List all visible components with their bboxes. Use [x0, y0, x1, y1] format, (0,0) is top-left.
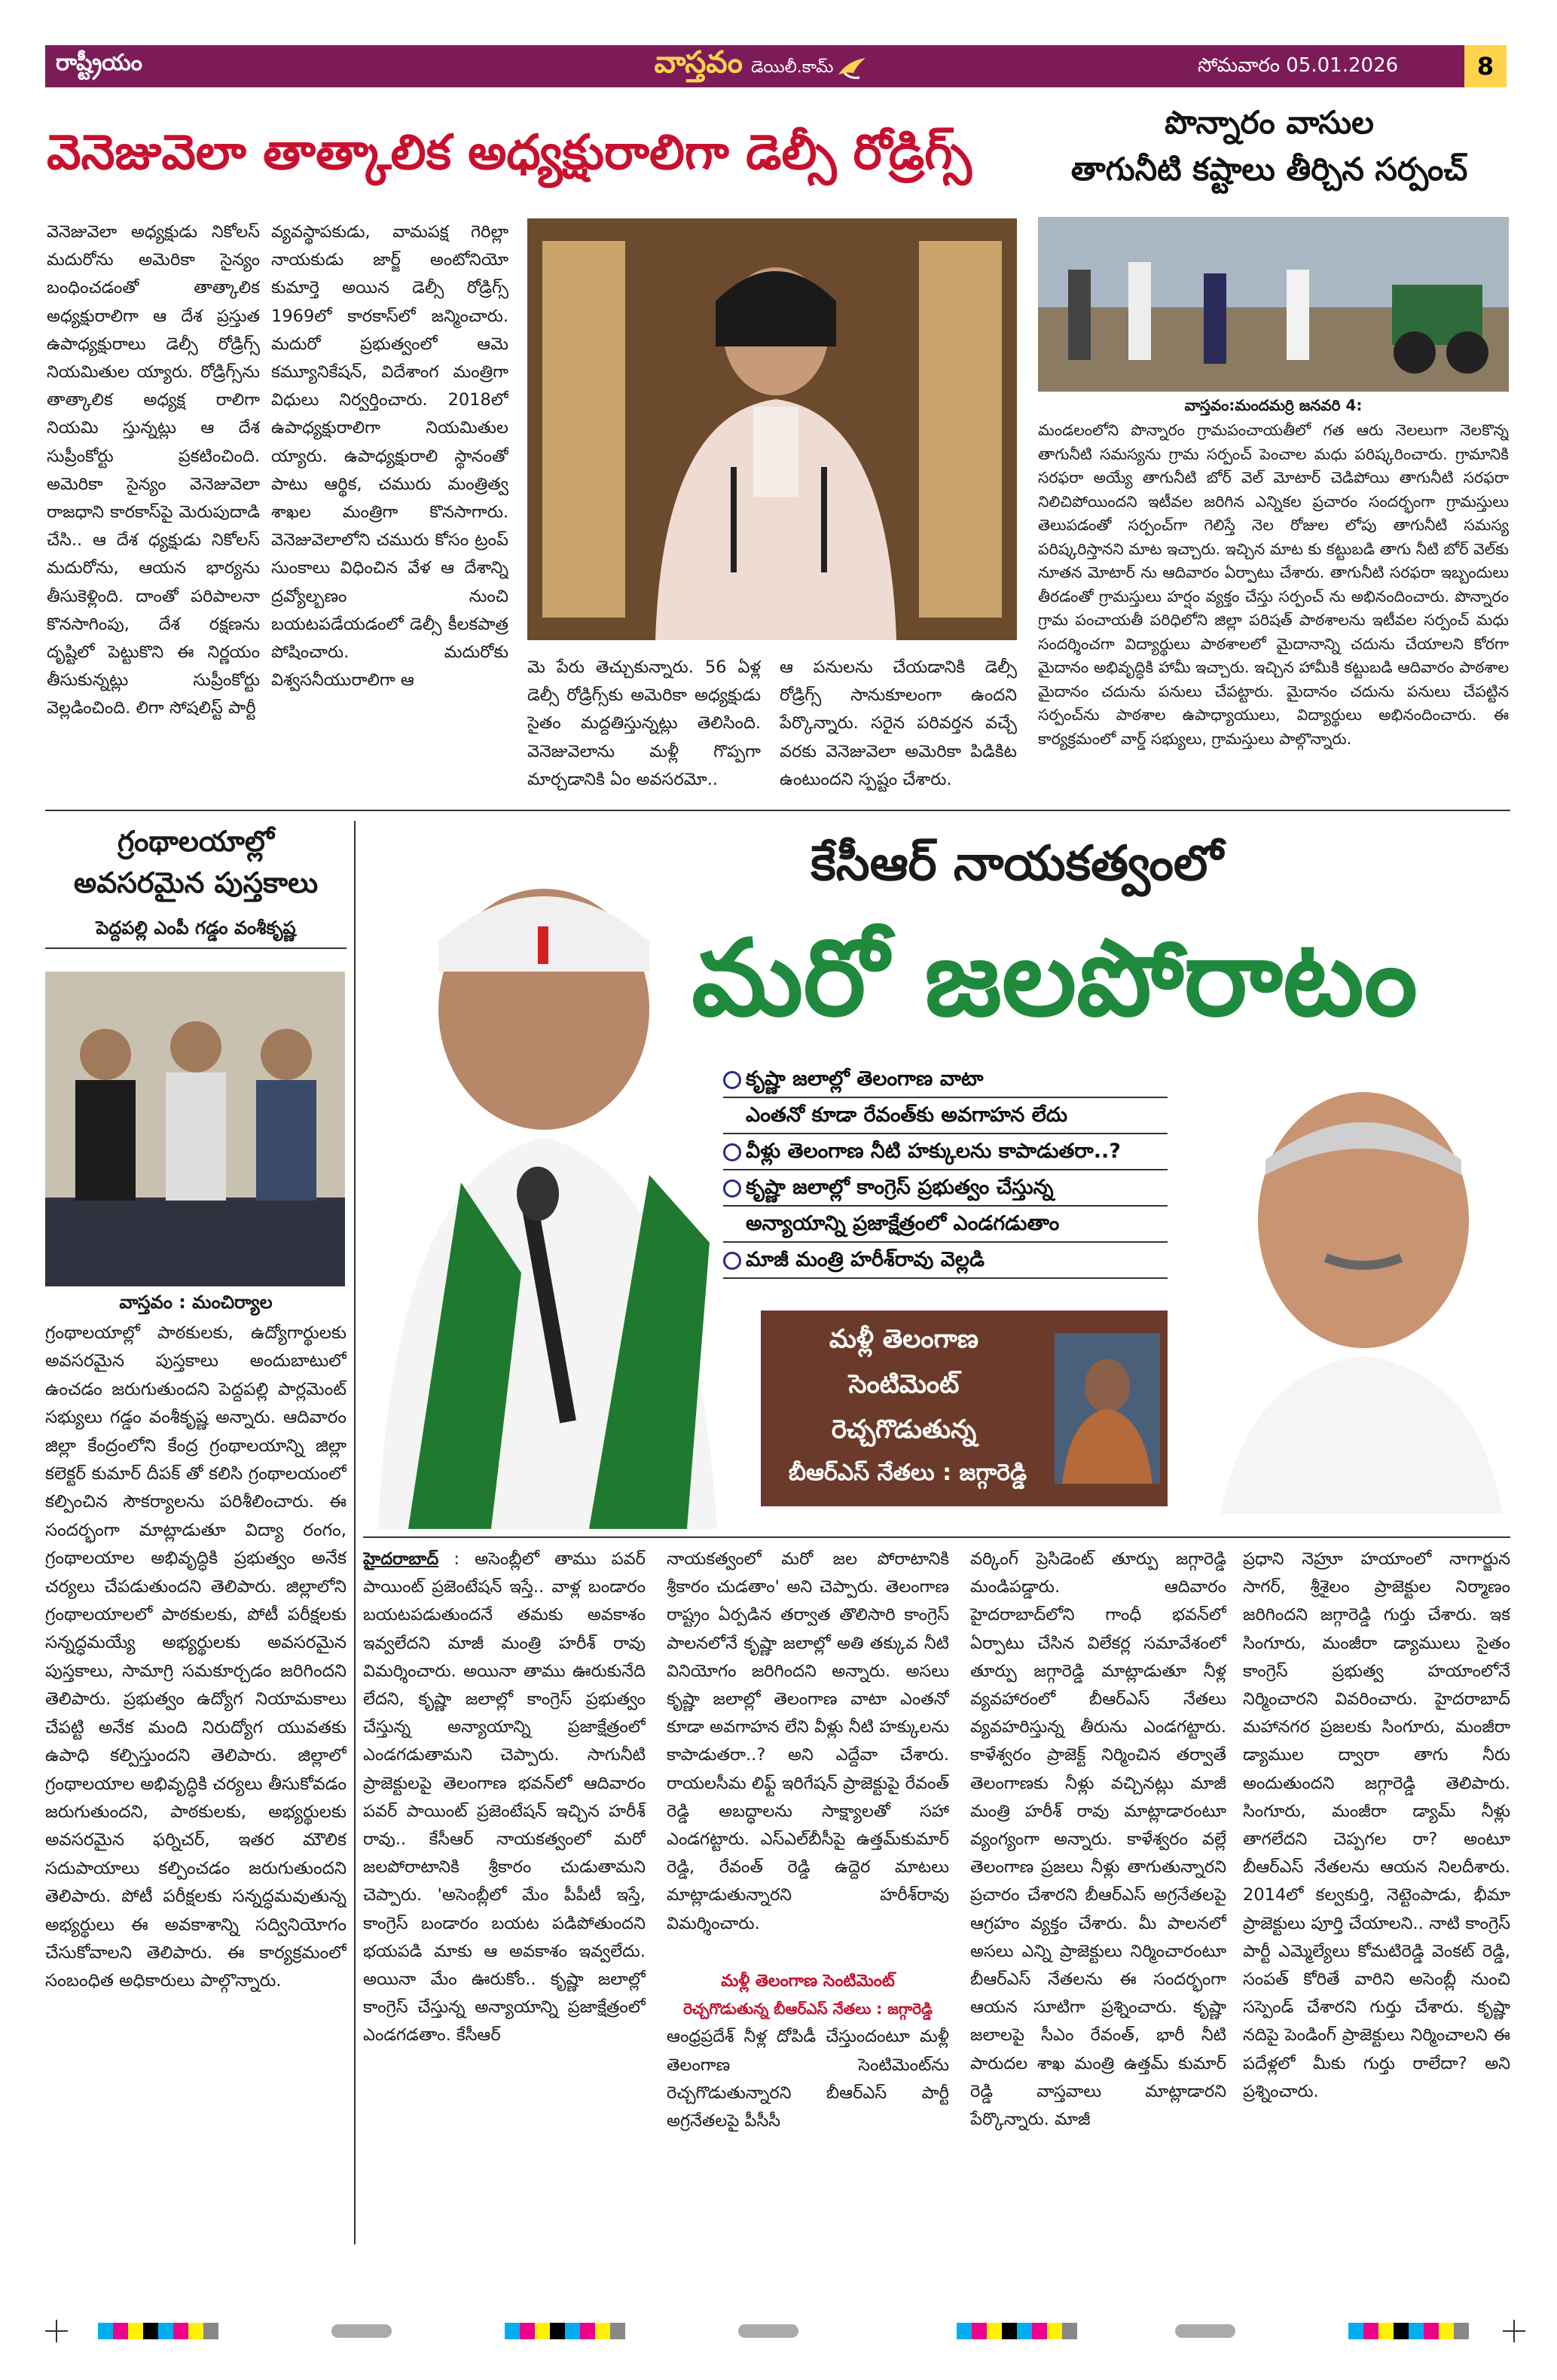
jaggareddy-box — [761, 1311, 1168, 1506]
bullet-1b-text: ఎంతనో కూడా రేవంత్‌కు అవగాహన లేదు — [746, 1103, 1068, 1127]
main-col-3: వర్కింగ్ ప్రెసిడెంట్ తూర్పు జగ్గారెడ్డి మండిపడ్డారు. ఆదివారం హైదరాబాద్‌లోని గాంధీ భవన్‌లో ఏర్పాటు చేసిన విలేకర్ల సమావేశంలో తూర్పు జగ్గారెడ్డి మాట్లాడుతూ నీళ్ల వ్యవహారంలో బీఆర్‌ఎస్ నేతలు వ్యవహరిస్తున్న తీరును ఎండగట్టారు. కాళేశ్వరం ప్రాజెక్ట్ నిర్మించిన తర్వాతే తెలంగాణకు నీళ్లు వచ్చినట్లు మాజీ మంత్రి హరీశ్ రావు మాట్లాడారంటూ వ్యంగ్యంగా అన్నారు. కాళేశ్వరం వల్లే తెలంగాణ ప్రజలు నీళ్లు తాగుతున్నారని ప్రచారం చేశారని బీఆర్‌ఎస్ అగ్రనేతలపై ఆగ్రహం వ్యక్తం చేశారు. మీ పాలనలో అసలు ఎన్ని ప్రాజెక్టులు నిర్మించారంటూ బీఆర్‌ఎస్ నేతలను ఈ సందర్భంగా ఆయన సూటిగా ప్రశ్నించారు. కృష్ణా జలాలపై సీఎం రేవంత్, భారీ నీటి పారుదల శాఖ మంత్రి ఉత్తమ్ కుమార్ రెడ్డి వాస్తవాలు మాట్లాడారని పేర్కొన్నారు. మాజీ — [970, 1549, 1226, 2130]
jaggareddy-photo — [1055, 1333, 1160, 1484]
library-headline-line1: గ్రంథాలయాల్లో — [117, 825, 275, 858]
side-photo-illustration — [1038, 217, 1509, 392]
bullet-2 — [723, 1134, 1168, 1170]
main-kicker: కేసీఆర్ నాయకత్వంలో — [811, 836, 1223, 892]
main-col-4: ప్రధాని నెహ్రూ హయాంలో నాగార్జున సాగర్, శ్రీశైలం ప్రాజెక్టుల నిర్మాణం జరిగిందని జగ్గారెడ్డి గుర్తు చేశారు. ఇక సింగూరు, మంజీరా డ్యాములు సైతం కాంగ్రెస్ ప్రభుత్వ హయాంలోనే నిర్మించారని వివరించారు. హైదరాబాద్ మహానగర ప్రజలకు సింగూరు, మంజీరా డ్యాముల ద్వారా తాగు నీరు అందుతుందని జగ్గారెడ్డి తెలిపారు. సింగూరు, మంజీరా డ్యామ్ నీళ్లు తాగలేదని చెప్పగల రా? అంటూ బీఆర్‌ఎస్ నేతలను ఆయన నిలదీశారు. 2014లో కల్వకుర్తి, నెట్టెంపాడు, భీమా ప్రాజెక్టులు పూర్తి చేయాలని.. నాటి కాంగ్రెస్ పార్టీ ఎమ్మెల్యేలు కోమటిరెడ్డి వెంకట్ రెడ్డి, సంపత్ కోరితే వారిని అసెంబ్లీ నుంచి సస్పెండ్ చేశారని గుర్తు చేశారు. కృష్ణా నదిపై పెండింగ్ ప్రాజెక్టులు నిర్మించాలని ఈ పదేళ్లలో మీకు గుర్తు రాలేదా? అని ప్రశ్నించారు. — [1243, 1549, 1510, 2101]
bullet-ring-icon — [723, 1252, 741, 1270]
masthead-sub: డెయిలీ.కామ్ — [751, 58, 834, 77]
bullet-ring-icon — [723, 1143, 741, 1161]
main-col-2-subhead-1: మళ్లీ తెలంగాణ సెంటిమెంట్ — [721, 1972, 895, 1991]
harish-photo-illustration — [1205, 1069, 1510, 1514]
main-col-1 — [363, 1545, 646, 2246]
lead-col-4: ఆ పనులను చేయడానికి డెల్సీ రోడ్రిగ్స్ సానుకూలంగా ఉందని పేర్కొన్నారు. సరైన పరివర్తన వచ్చే వరకు వెనెజువెలా అమెరికా పిడికిట ఉంటుందని స్పష్టం చేశారు. — [780, 658, 1017, 789]
lead-photo — [527, 218, 1017, 640]
box-line-2: సెంటిమెంట్ — [848, 1369, 960, 1399]
main-col-2-text: నాయకత్వంలో మరో జల పోరాటానికి శ్రీకారం చుడతాం' అని చెప్పారు. తెలంగాణ రాష్ట్రం ఏర్పడిన తర్వాత తొలిసారి కాంగ్రెస్ పాలనలోనే కృష్ణా జలాల్లో అతి తక్కువ నీటి వినియోగం జరిగిందని అన్నారు. అసలు కృష్ణా జలాల్లో తెలంగాణ వాటా ఎంతనో కూడా అవగాహన లేని వీళ్లు నీటి హక్కులను కాపాడుతరా..? అని ఎద్దేవా చేశారు. రాయలసీమ లిఫ్ట్ ఇరిగేషన్ ప్రాజెక్టుపై రేవంత్ రెడ్డి అబద్ధాలను సాక్ష్యాలతో సహా ఎండగట్టారు. ఎస్‌ఎల్‌బీసీపై ఉత్తమ్‌కుమార్ రెడ్డి, రేవంత్ రెడ్డి ఉద్దెర మాటలు మాట్లాడుతున్నారని హరీశ్‌రావు విమర్శించారు. — [667, 1549, 949, 1933]
column-divider — [354, 821, 356, 2244]
library-subhead: పెద్దపల్లి ఎంపీ గడ్డం వంశీకృష్ణ — [45, 917, 347, 949]
box-line-4: బీఆర్‌ఎస్ నేతలు : జగ్గారెడ్డి — [788, 1460, 1027, 1486]
masthead-title: వాస్తవం — [654, 45, 743, 80]
jaggareddy-photo-illustration — [1055, 1333, 1160, 1484]
main-headline: మరో జలపోరాటం — [691, 917, 1418, 1040]
bullet-1 — [723, 1062, 1168, 1098]
lead-col-1: వెనెజువెలా అధ్యక్షుడు నికోలస్ మదురోను అమెరికా సైన్యం బంధించడంతో తాత్కాలిక అధ్యక్షురాలిగా ఆ దేశ ప్రస్తుత ఉపాధ్యక్షురాలు డెల్సీ రోడ్రిగ్స్ నియమితుల య్యారు. రోడ్రిగ్స్‌ను తాత్కాలిక అధ్యక్ష రాలిగా నియమి స్తున్నట్లు ఆ దేశ సుప్రీంకోర్టు ప్రకటించింది. అమెరికా సైన్యం వెనెజువెలా రాజధాని కారకాస్‌పై మెరుపుదాడి చేసి.. ఆ దేశ ధ్యక్షుడు నికోలస్ మదురోను, ఆయన భార్యను తీసుకెళ్లింది. దాంతో పరిపాలనా కొనసాగింపు, దేశ రక్షణను దృష్టిలో పెట్టుకొని ఈ నిర్ణయం తీసుకున్నట్లు సుప్రీంకోర్టు వెల్లడించింది. లిగా సోషలిస్ట్ పార్టీ — [47, 222, 260, 719]
bullet-1-text: కృష్ణా జలాల్లో తెలంగాణ వాటా — [746, 1067, 984, 1091]
bullet-ring-icon — [723, 1179, 741, 1198]
library-photo-illustration — [45, 972, 345, 1286]
lead-headline: వెనెజువెలా తాత్కాలిక అధ్యక్షురాలిగా డెల్సీ రోడ్రిగ్స్ — [47, 125, 972, 181]
section-divider — [45, 810, 1510, 811]
lead-col-2: వ్యవస్థాపకుడు, వామపక్ష గెరిల్లా నాయకుడు జార్జ్ అంటోనియో కుమార్తె అయిన డెల్సీ రోడ్రిగ్స్ 1969లో కారకాస్‌లో జన్మించారు. మదురో ప్రభుత్వంలో ఆమె కమ్యూనికేషన్, విదేశాంగ మంత్రిగా విధులు నిర్వర్తించారు. 2018లో ఉపాధ్యక్షురాలిగా నియమితుల య్యారు. ఉపాధ్యక్షురాలి స్థానంతో పాటు ఆర్థిక, చమురు మంత్రిత్వ శాఖల మంత్రిగా కొనసాగారు. వెనెజువెలాలోని చమురు కోసం ట్రంప్ సుంకాలు విధించిన వేళ ఆ దేశాన్ని ద్రవ్యోల్బణం నుంచి బయటపడేయడంలో డెల్సీ కీలకపాత్ర పోషించారు. మదురోకు విశ్వసనీయురాలిగా ఆ — [271, 222, 508, 691]
color-bar-icon — [98, 2323, 1469, 2339]
bullet-2-text: వీళ్లు తెలంగాణ నీటి హక్కులను కాపాడుతరా..? — [746, 1140, 1121, 1163]
bird-logo-icon — [837, 56, 867, 82]
main-col-2 — [667, 1545, 949, 2246]
side-body: మండలంలోని పొన్నారం గ్రామపంచాయతీలో గత ఆరు నెలలుగా నెలకొన్న తాగునీటి సమస్యను గ్రామ సర్పంచ్ పెంచాల మధు పరిష్కరించారు. గ్రామానికి సరఫరా అయ్యే తాగునీటి బోర్ వెల్ మోటార్ చెడిపోయి తాగునీటి సరఫరా నిలిచిపోయిందని ఇటీవల జరిగిన ఎన్నికల ప్రచారం సందర్భంగా గ్రామస్తులు తెలుపడంతో సర్పంచ్‌గా గెలిస్తే నెల రోజుల లోపు తాగునీటి సమస్య పరిష్కరిస్తానని మాట ఇచ్చారు. ఇచ్చిన మాట కు కట్టుబడి తాగు నీటి బోర్ వెల్‌కు నూతన మోటార్ ను ఆదివారం ఏర్పాటు చేశారు. తాగునీటి సరఫరా ఇబ్బందులు తీరడంతో గ్రామస్తులు హర్షం వ్యక్తం చేస్తు సర్పంచ్ ను అభినందించారు. పొన్నారం గ్రామ పంచాయతీ పరిధిలోని జిల్లా పరిషత్ పాఠశాలను ఇటీవల సర్పంచ్ మధు సందర్శించగా విద్యార్థులు పాఠశాలలో మైదానాన్ని చదును చేయాలని కోరగా మైదానం అభివృద్ధికి హామీ ఇచ్చారు. ఇచ్చిన హామీకి కట్టుబడి ఆదివారం పాఠశాల మైదానం చదును పనులు చేపట్టారు. మైదానం చదును పనులు చేపట్టిన సర్పంచ్‌ను పాఠశాల ఉపాధ్యాయులు, విద్యార్థులు అభినందించారు. ఈ కార్యక్రమంలో వార్డ్ సభ్యులు, గ్రామస్తులు పాల్గొన్నారు. — [1038, 421, 1509, 748]
bullet-3b — [723, 1207, 1168, 1243]
main-col-2-subhead-2: రెచ్చగొడుతున్న బీఆర్‌ఎస్ నేతలు : జగ్గారెడ్డి — [683, 2000, 933, 2018]
bullet-3-text: కృష్ణా జలాల్లో కాంగ్రెస్ ప్రభుత్వం చేస్తున్న — [746, 1176, 1054, 1199]
print-marks — [0, 2312, 1557, 2350]
bullet-1b — [723, 1098, 1168, 1134]
harish-photo — [1205, 1069, 1510, 1514]
library-body: గ్రంథాలయాల్లో పాఠకులకు, ఉద్యోగార్థులకు అవసరమైన పుస్తకాలు అందుబాటులో ఉంచడం జరుగుతుందని పెద్దపల్లి పార్లమెంట్ సభ్యులు గడ్డం వంశీకృష్ణ అన్నారు. ఆదివారం జిల్లా కేంద్రంలోని కేంద్ర గ్రంథాలయాన్ని జిల్లా కలెక్టర్ కుమార్ దీపక్ తో కలిసి గ్రంథాలయంలో కల్పించిన సౌకర్యాలను పరిశీలించారు. ఈ సందర్భంగా మాట్లాడుతూ విద్యా రంగం, గ్రంథాలయాల అభివృద్ధికి ప్రభుత్వం అనేక చర్యలు చేపడుతుందని తెలిపారు. జిల్లాలోని గ్రంథాలయాలలో పాఠకులకు, పోటీ పరీక్షలకు సన్నద్ధమయ్యే అభ్యర్థులకు అవసరమైన పుస్తకాలు, సామాగ్రి సమకూర్చడం జరిగిందని తెలిపారు. ప్రభుత్వం ఉద్యోగ నియామకాలు చేపట్టి అనేక మంది నిరుద్యోగ యువతకు ఉపాధి కల్పిస్తుందని తెలిపారు. జిల్లాలో గ్రంథాలయాల అభివృద్ధికి చర్యలు తీసుకోవడం జరుగుతుందని, పాఠకులకు, అభ్యర్థులకు అవసరమైన ఫర్నిచర్, ఇతర మౌలిక సదుపాయాలు కల్పించడం జరుగుతుందని తెలిపారు. పోటీ పరీక్షలకు సన్నద్ధమవుతున్న అభ్యర్థులు ఈ అవకాశాన్ని సద్వినియోగం చేసుకోవాలని తెలిపారు. ఈ కార్యక్రమంలో సంబంధిత అధికారులు పాల్గొన్నారు. — [45, 1323, 347, 1991]
bullet-4-text: మాజీ మంత్రి హరీశ్‌రావు వెల్లడి — [746, 1248, 985, 1271]
lead-col-3: మె పేరు తెచ్చుకున్నారు. 56 ఏళ్ల డెల్సీ రోడ్రిగ్స్‌కు అమెరికా అధ్యక్షుడు సైతం మద్దతిస్తున్నట్లు తెలిసింది. వెనెజువెలాను మళ్లీ గొప్పగా మార్చడానికి ఏం అవసరమో.. — [527, 658, 761, 789]
masthead — [603, 45, 919, 87]
header-bar — [45, 45, 1476, 87]
main-dateline: హైదరాబాద్ — [363, 1549, 439, 1569]
side-headline-line2: తాగునీటి కష్టాలు తీర్చిన సర్పంచ్ — [1070, 151, 1468, 188]
box-line-1: మళ్లీ తెలంగాణ — [829, 1324, 978, 1354]
box-line-3: రెచ్చగొడుతున్న — [831, 1414, 977, 1445]
side-dateline: వాస్తవం:మందమర్రి జనవరి 4: — [1184, 396, 1363, 414]
main-col-2-tail: ఆంధ్రప్రదేశ్ నీళ్ల దోపిడీ చేస్తుందంటూ మళ్లీ తెలంగాణ సెంటిమెంట్‌ను రెచ్చగొడుతున్నారని బీఆర్‌ఎస్ పార్టీ అగ్రనేతలపై పీసీసీ — [667, 2027, 949, 2131]
bullet-3 — [723, 1170, 1168, 1207]
main-col-1-text: : అసెంబ్లీలో తాము పవర్ పాయింట్ ప్రజెంటేషన్ ఇస్తే.. వాళ్ల బండారం బయటపడుతుందనే తమకు అవకాశం ఇవ్వలేదని మాజీ మంత్రి హరీశ్ రావు విమర్శించారు. అయినా తాము ఊరుకునేది లేదని, కృష్ణా జలాల్లో కాంగ్రెస్ ప్రభుత్వం చేస్తున్న అన్యాయాన్ని ప్రజాక్షేత్రంలో ఎండగడుతామని చెప్పారు. సాగునీటి ప్రాజెక్టులపై తెలంగాణ భవన్‌లో ఆదివారం పవర్ పాయింట్ ప్రజెంటేషన్ ఇచ్చిన హరీశ్ రావు.. కేసీఆర్ నాయకత్వంలో మరో జలపోరాటానికి శ్రీకారం చుడుతామని చెప్పారు. 'అసెంబ్లీలో మేం పీపీటీ ఇస్తే, కాంగ్రెస్ బండారం బయట పడిపోతుందని భయపడి మాకు ఆ అవకాశం ఇవ్వలేదు. అయినా మేం ఊరుకోం.. కృష్ణా జలాల్లో కాంగ్రెస్ చేస్తున్న అన్యాయాన్ని ప్రజాక్షేత్రంలో ఎండగడతాం. కేసీఆర్ — [363, 1549, 646, 2046]
library-photo — [45, 972, 345, 1286]
registration-mark-icon — [0, 2312, 1557, 2350]
main-bullets — [723, 1062, 1168, 1279]
section-label: రాష్ట్రీయం — [56, 50, 142, 76]
library-dateline: వాస్తవం : మంచిర్యాల — [119, 1292, 273, 1313]
date-label: సోమవారం 05.01.2026 — [1198, 54, 1399, 77]
library-headline-line2: అవసరమైన పుస్తకాలు — [73, 866, 319, 899]
bullet-3b-text: అన్యాయాన్ని ప్రజాక్షేత్రంలో ఎండగడుతాం — [746, 1212, 1060, 1235]
side-headline-line1: పొన్నారం వాసుల — [1165, 104, 1374, 141]
main-body-divider — [363, 1536, 1510, 1538]
bullet-ring-icon — [723, 1071, 741, 1089]
bullet-4 — [723, 1243, 1168, 1279]
lead-photo-illustration — [527, 218, 1017, 640]
side-photo — [1038, 217, 1509, 392]
page-number: 8 — [1464, 45, 1507, 87]
